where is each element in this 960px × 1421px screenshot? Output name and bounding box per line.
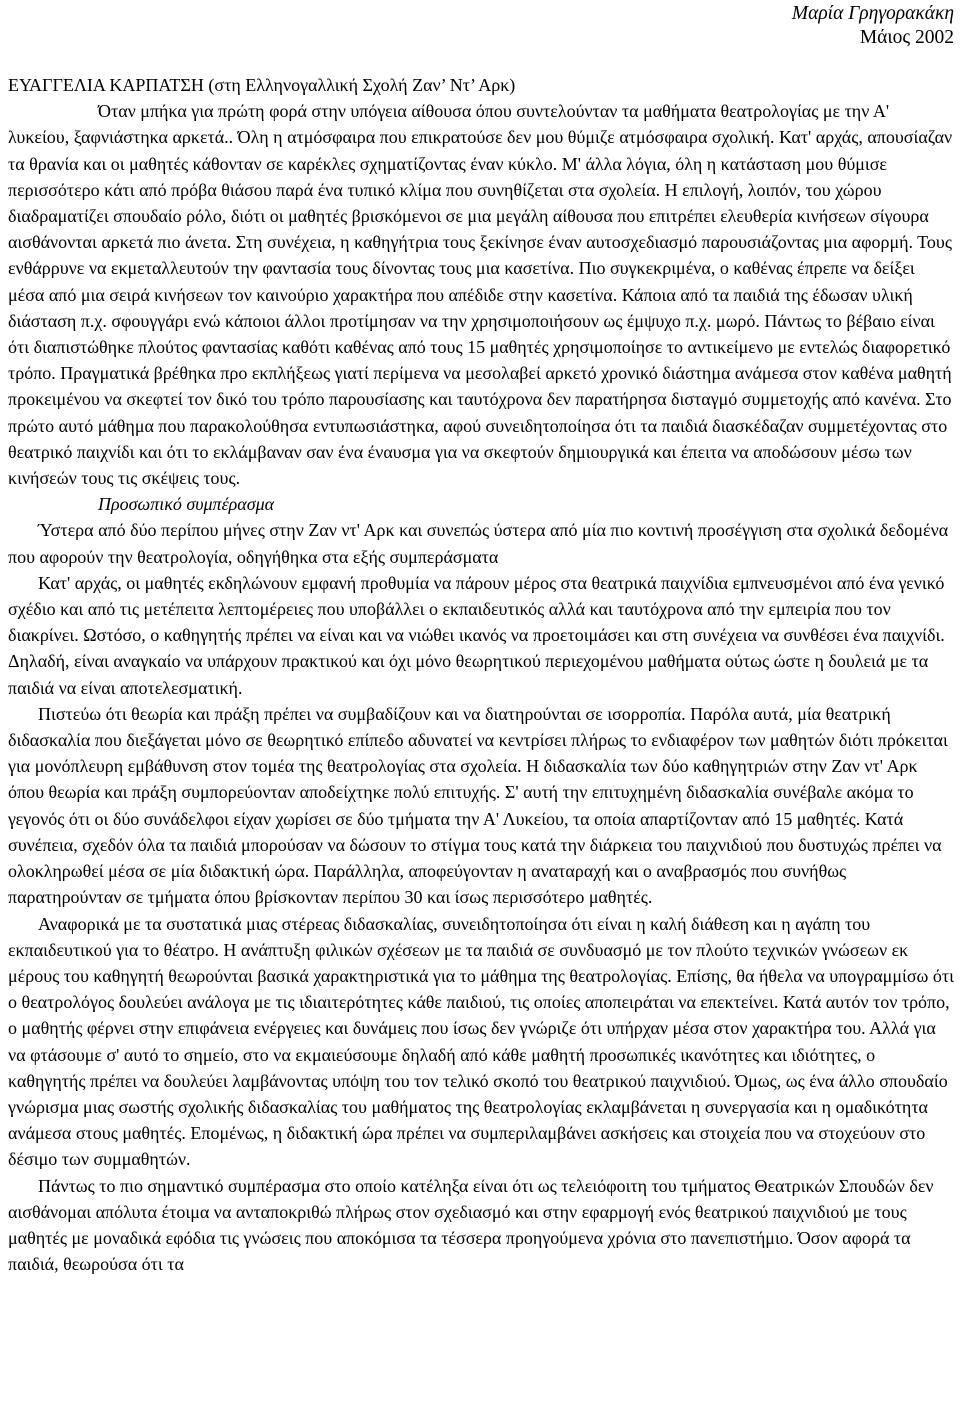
header-date: Μάιος 2002 <box>859 27 954 48</box>
paragraph-conclusion-1: Κατ' αρχάς, οι μαθητές εκδηλώνουν εμφανή προθυμία να πάρουν μέρος στα θεατρικά παιχνίδια εμπνευσμένοι από ένα γενικό σχέδιο και από τις μετέπειτα λεπτομέρειες που υποβάλλει ο εκπαιδευτικός αλλά και ταυτόχρονα από την εμπειρία που τον διακρίνει. Ωστόσο, ο καθηγητής πρέπει να είναι και να νιώθει ικανός να προετοιμάσει και στη συνέχεια να συνθέσει ένα παιχνίδι. Δηλαδή, είναι αναγκαίο να υπάρχουν πρακτικού και όχι μόνο θεωρητικού περιεχομένου μαθήματα ούτως ώστε η δουλειά με τα παιδιά να είναι αποτελεσματική. <box>8 572 945 698</box>
paragraph-observation: Όταν μπήκα για πρώτη φορά στην υπόγεια αίθουσα όπου συντελούνταν τα μαθήματα θεατρολογίας με την Α' λυκείου, ξαφνιάστηκα αρκετά.. Όλη η ατμόσφαιρα που επικρατούσε δεν μου θύμιζε ατμόσφαιρα σχολική. Κατ' αρχάς, απουσίαζαν τα θρανία και οι μαθητές κάθονταν σε καρέκλες σχηματίζοντας έναν κύκλο. Μ' άλλα λόγια, όλη η κατάσταση μου θύμισε περισσότερο κάτι από πρόβα θιάσου παρά ένα τυπικό κλίμα που συνηθίζεται στα σχολεία. Η επιλογή, λοιπόν, του χώρου διαδραματίζει σπουδαίο ρόλο, διότι οι μαθητές βρισκόμενοι σε μια μεγάλη αίθουσα που επιτρέπει ελευθερία κινήσεων σίγουρα αισθάνονται αρκετά πιο άνετα. Στη συνέχεια, η καθηγήτρια τους ξεκίνησε έναν αυτοσχεδιασμό παρουσιάζοντας μια αφορμή. Τους ενθάρρυνε να εκμεταλλευτούν την φαντασία τους δίνοντας τους μια κασετίνα. Πιο συγκεκριμένα, ο καθένας έπρεπε να δείξει μέσα από μια σειρά κινήσεων τον καινούριο χαρακτήρα που απέδιδε στην κασετίνα. Κάποια από τα παιδιά της έδωσαν υλική διάσταση π.χ. σφουγγάρι ενώ κάποιοι άλλοι προτίμησαν να την χρησιμοποιήσουν ως έμψυχο π.χ. μωρό. Πάντως το βέβαιο είναι ότι διαπιστώθηκε πλούτος φαντασίας καθότι καθένας από τους 15 μαθητές χρησιμοποίησε το αντικείμενο με εντελώς διαφορετικό τρόπο. Πραγματικά βρέθηκα προ εκπλήξεως γιατί περίμενα να μεσολαβεί αρκετό χρονικό διάστημα ανάμεσα στον καθένα μαθητή προκειμένου να σκεφτεί τον δικό του τρόπο παρουσίασης και ταυτόχρονα δεν παρατήρησα δισταγμό συμμετοχής από κανένα. Στο πρώτο αυτό μάθημα που παρακολούθησα εντυπωσιάστηκα, αφού συνειδητοποίησα ότι τα παιδιά διασκέδαζαν συμμετέχοντας στο θεατρικό παιχνίδι και ότι το εκλάμβαναν σαν ένα έναυσμα για να σκεφτούν δημιουργικά και έπειτα να αποδώσουν μέσω των κινήσεών τους τις σκέψεις τους. <box>8 101 953 489</box>
paragraph-conclusion-4: Πάντως το πιο σημαντικό συμπέρασμα στο οποίο κατέληξα είναι ότι ως τελειόφοιτη του τμήματος Θεατρικών Σπουδών δεν αισθάνομαι απόλυτα έτοιμα να ανταποκριθώ πλήρως στον σχεδιασμό και στην εφαρμογή ενός θεατρικού παιχνιδιού με τους μαθητές με μοναδικά εφόδια τις γνώσεις που αποκόμισα τα τέσσερα προηγούμενα χρόνια στο πανεπιστήμιο. Όσον αφορά τα παιδιά, θεωρούσα ότι τα <box>8 1175 934 1275</box>
paragraph-conclusion-intro: Ύστερα από δύο περίπου μήνες στην Ζαν ντ' Αρκ και συνεπώς ύστερα από μία πιο κοντινή προσέγγιση στα σχολικά δεδομένα που αφορούν την θεατρολογία, οδηγήθηκα στα εξής συμπεράσματα <box>8 520 949 567</box>
header-author: Μαρία Γρηγορακάκη <box>791 3 954 24</box>
document-title: ΕΥΑΓΓΕΛΙΑ ΚΑΡΠΑΤΣΗ (στη Ελληνογαλλική Σχολή Ζαν’ Ντ’ Αρκ) <box>8 75 516 95</box>
document-body <box>8 72 954 1277</box>
paragraph-conclusion-2: Πιστεύω ότι θεωρία και πράξη πρέπει να συμβαδίζουν και να διατηρούνται σε ισορροπία. Παρόλα αυτά, μία θεατρική διδασκαλία που διεξάγεται μόνο σε θεωρητικό επίπεδο αδυνατεί να κεντρίσει πλήρως το ενδιαφέρον των μαθητών διότι πρόκειται για μονόπλευρη εμβάθυνση στον τομέα της θεατρολογίας στα σχολεία. Η διδασκαλία των δύο καθηγητριών στην Ζαν ντ' Αρκ όπου θεωρία και πράξη συμπορεύονταν αποδείχτηκε πολύ επιτυχής. Σ' αυτή την επιτυχημένη διδασκαλία συνέβαλε ακόμα το γεγονός ότι οι δύο συνάδελφοι είχαν χωρίσει σε δύο τμήματα την Α' Λυκείου, τα οποία απαρτίζονταν από 15 μαθητές. Κατά συνέπεια, σχεδόν όλα τα παιδιά μπορούσαν να δώσουν το στίγμα τους κατά την διάρκεια του παιχνιδιού που δυστυχώς πρέπει να ολοκληρωθεί μέσα σε μία διδακτική ώρα. Παράλληλα, αποφεύγονταν η αναταραχή και ο αναβρασμός που συνήθως παρατηρούνταν σε τμήματα όπου βρίσκονταν περίπου 30 και ίσως περισσότερο μαθητές. <box>8 703 948 908</box>
paragraph-conclusion-3: Αναφορικά με τα συστατικά μιας στέρεας διδασκαλίας, συνειδητοποίησα ότι είναι η καλή διάθεση και η αγάπη του εκπαιδευτικού για το θέατρο. Η ανάπτυξη φιλικών σχέσεων με τα παιδιά σε συνδυασμό με τον πλούτο τεχνικών γνώσεων εκ μέρους του καθηγητή θεωρούνται βασικά χαρακτηριστικά για το μάθημα της θεατρολογίας. Επίσης, θα ήθελα να υπογραμμίσω ότι ο θεατρολόγος δουλεύει ανάλογα με τις ιδιαιτερότητες κάθε παιδιού, τις οποίες αποπειράται να επεκτείνει. Κατά αυτόν τον τρόπο, ο μαθητής φέρνει στην επιφάνεια ενέργειες και δυνάμεις που ίσως δεν γνώριζε ότι υπήρχαν μέσα στον χαρακτήρα του. Αλλά για να φτάσουμε σ' αυτό το σημείο, στο να εκμαιεύσουμε δηλαδή από κάθε μαθητή προσωπικές ικανότητες και ιδιότητες, ο καθηγητής πρέπει να δουλεύει λαμβάνοντας υπόψη του τον τελικό σκοπό του θεατρικού παιχνιδιού. Όμως, ως ένα άλλο σπουδαίο γνώρισμα μιας σωστής σχολικής διδασκαλίας του μαθήματος της θεατρολογίας εκλαμβάνεται η συνεργασία και η ομαδικότητα ανάμεσα στους μαθητές. Επομένως, η διδακτική ώρα πρέπει να συμπεριλαμβάνει ασκήσεις και στοιχεία που να στοχεύουν στο δέσιμο των συμμαθητών. <box>8 913 954 1170</box>
section-subheading: Προσωπικό συμπέρασμα <box>98 494 275 515</box>
page-header <box>792 2 954 50</box>
